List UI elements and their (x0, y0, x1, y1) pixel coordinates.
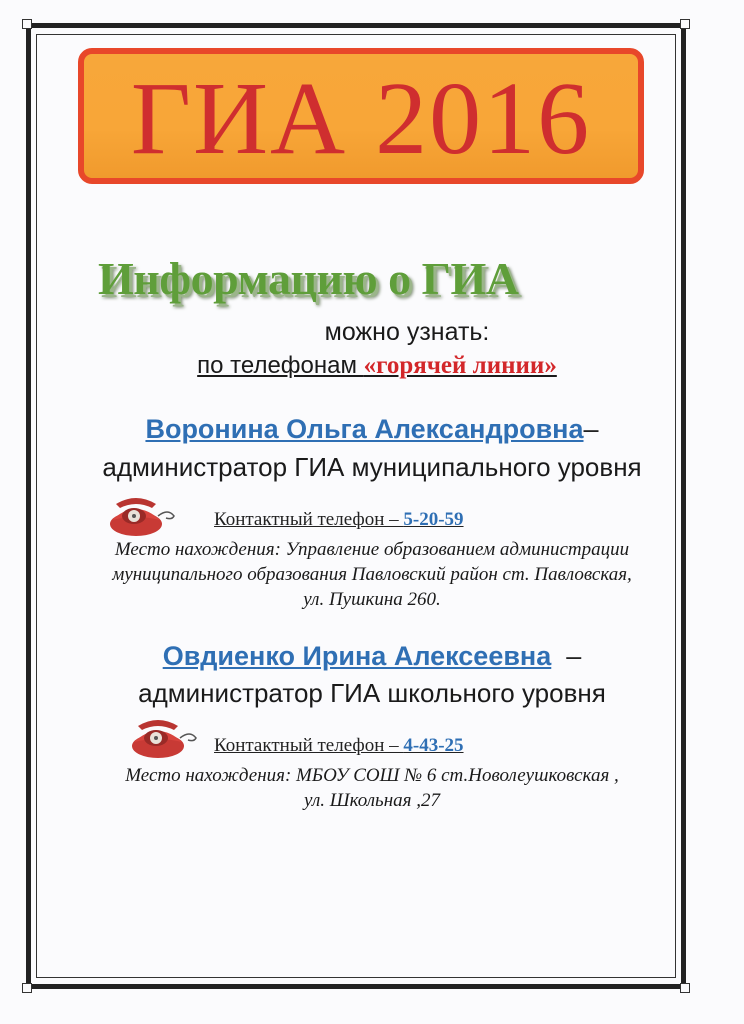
frame-corner (22, 19, 32, 29)
telephone-icon (106, 494, 178, 538)
location-line: муниципального образования Павловский район ст. Павловская, (112, 564, 632, 585)
location-line: ул. Пушкина 260. (303, 589, 441, 610)
contact-location-1 (30, 537, 714, 612)
frame-corner (680, 983, 690, 993)
banner-title: ГИА 2016 (130, 61, 592, 176)
contact-role-1: администратор ГИА муниципального уровня (102, 452, 642, 482)
contact-name-2 (0, 641, 744, 672)
intro-line-2 (0, 352, 744, 380)
location-line: Место нахождения: МБОУ СОШ № 6 ст.Новолеушковская , (125, 765, 619, 786)
name-dash: – (583, 414, 599, 444)
contact-location-2 (30, 763, 714, 813)
intro-prefix: по телефонам (197, 352, 364, 379)
info-heading: Информацию о ГИА (98, 253, 519, 304)
name-dash: – (551, 641, 582, 671)
hotline-label: «горячей линии» (363, 352, 557, 379)
contact-role-2: администратор ГИА школьного уровня (138, 678, 606, 708)
contact-phone-2 (214, 735, 464, 757)
contact-name-text: Воронина Ольга Александровна (145, 414, 584, 444)
phone-number: 5-20-59 (403, 509, 464, 530)
intro-line-1: можно узнать: (324, 318, 490, 346)
phone-label: Контактный телефон – (214, 735, 404, 756)
phone-label: Контактный телефон – (214, 509, 404, 530)
contact-phone-1 (214, 509, 464, 531)
phone-number: 4-43-25 (403, 735, 464, 756)
location-line: Место нахождения: Управление образованием администрации (114, 539, 630, 560)
frame-corner (22, 983, 32, 993)
telephone-icon (128, 716, 200, 760)
frame-corner (680, 19, 690, 29)
location-line: ул. Школьная ,27 (304, 790, 440, 811)
title-banner (78, 48, 644, 184)
contact-name-1 (0, 414, 744, 445)
contact-name-text: Овдиенко Ирина Алексеевна (162, 641, 552, 671)
